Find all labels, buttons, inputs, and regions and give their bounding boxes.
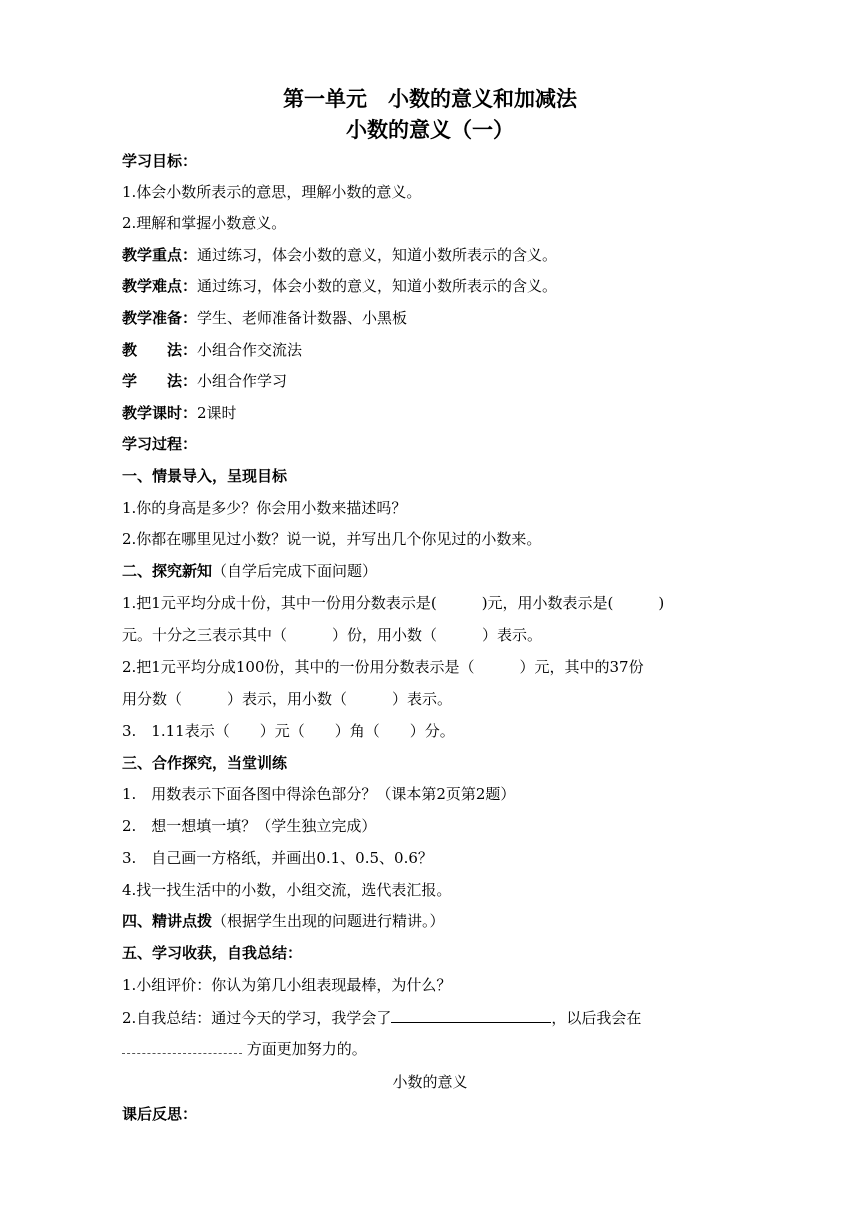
section-4-note: （根据学生出现的问题进行精讲。） — [212, 912, 445, 930]
section-2-heading — [122, 560, 377, 582]
learning-method — [122, 370, 287, 392]
section-5-question-1: 1.小组评价：你认为第几小组表现最棒，为什么？ — [122, 976, 452, 994]
learning-method-text: 小组合作学习 — [197, 372, 288, 390]
summary-blank-2 — [122, 1039, 242, 1054]
difficult-points-label: 教学难点： — [122, 277, 198, 295]
lesson-title: 小数的意义（一） — [346, 117, 514, 142]
section-5-question-2 — [122, 1006, 641, 1029]
section-4-heading — [122, 910, 445, 932]
key-points-label: 教学重点： — [122, 246, 198, 264]
goal-2: 2.理解和掌握小数意义。 — [122, 214, 287, 232]
section-1-question-1: 1.你的身高是多少？你会用小数来描述吗？ — [122, 499, 407, 517]
class-hours-label: 教学课时： — [122, 404, 198, 422]
teaching-method — [122, 339, 302, 361]
teaching-prep-label: 教学准备： — [122, 309, 198, 327]
section-3-question-3: 3. 自己画一方格纸，并画出0.1、0.5、0.6？ — [122, 849, 433, 867]
teaching-method-label: 教 法： — [122, 341, 198, 359]
section-3-question-4: 4.找一找生活中的小数，小组交流，选代表汇报。 — [122, 881, 452, 899]
section-2-question-1a: 1.把1元平均分成十份，其中一份用分数表示是( )元，用小数表示是( ) — [122, 594, 665, 612]
section-5-question-2-cont — [122, 1038, 367, 1060]
section-2-question-2a: 2.把1元平均分成100份，其中的一份用分数表示是（ ）元，其中的37份 — [122, 658, 644, 676]
goals-heading: 学习目标： — [122, 152, 198, 170]
summary-text-middle: ，以后我会在 — [551, 1009, 642, 1027]
class-hours — [122, 402, 237, 424]
difficult-points-text: 通过练习，体会小数的意义，知道小数所表示的含义。 — [197, 277, 558, 295]
section-2-note: （自学后完成下面问题） — [212, 562, 378, 580]
summary-text-start: 2.自我总结：通过今天的学习，我学会了 — [122, 1009, 392, 1027]
reflection-heading: 课后反思： — [122, 1105, 198, 1123]
section-2-question-1b: 元。十分之三表示其中（ ）份，用小数（ ）表示。 — [122, 626, 543, 644]
section-3-question-2: 2. 想一想填一填？（学生独立完成） — [122, 817, 377, 835]
goal-1: 1.体会小数所表示的意思，理解小数的意义。 — [122, 183, 422, 201]
process-heading: 学习过程： — [122, 435, 198, 453]
section-5-heading: 五、学习收获，自我总结： — [122, 944, 303, 962]
section-3-question-1: 1. 用数表示下面各图中得涂色部分？（课本第2页第2题） — [122, 785, 516, 803]
section-2-question-2b: 用分数（ ）表示，用小数（ ）表示。 — [122, 690, 453, 708]
section-1-question-2: 2.你都在哪里见过小数？说一说，并写出几个你见过的小数来。 — [122, 530, 542, 548]
learning-method-label: 学 法： — [122, 372, 198, 390]
figure-caption: 小数的意义 — [392, 1073, 468, 1091]
section-2-title: 二、探究新知 — [122, 562, 213, 580]
difficult-points — [122, 275, 557, 297]
key-points — [122, 244, 557, 266]
summary-blank-1 — [391, 1006, 551, 1023]
key-points-text: 通过练习，体会小数的意义，知道小数所表示的含义。 — [197, 246, 558, 264]
section-4-title: 四、精讲点拨 — [122, 912, 213, 930]
unit-title: 第一单元 小数的意义和加减法 — [283, 86, 577, 111]
teaching-prep-text: 学生、老师准备计数器、小黑板 — [197, 309, 408, 327]
teaching-prep — [122, 307, 407, 329]
class-hours-text: 2课时 — [197, 404, 237, 422]
section-2-question-3: 3. 1.11表示（ ）元（ ）角（ ）分。 — [122, 722, 455, 740]
section-3-heading: 三、合作探究，当堂训练 — [122, 754, 288, 772]
section-1-heading: 一、情景导入，呈现目标 — [122, 467, 288, 485]
teaching-method-text: 小组合作交流法 — [197, 341, 303, 359]
summary-text-end: 方面更加努力的。 — [246, 1040, 367, 1058]
